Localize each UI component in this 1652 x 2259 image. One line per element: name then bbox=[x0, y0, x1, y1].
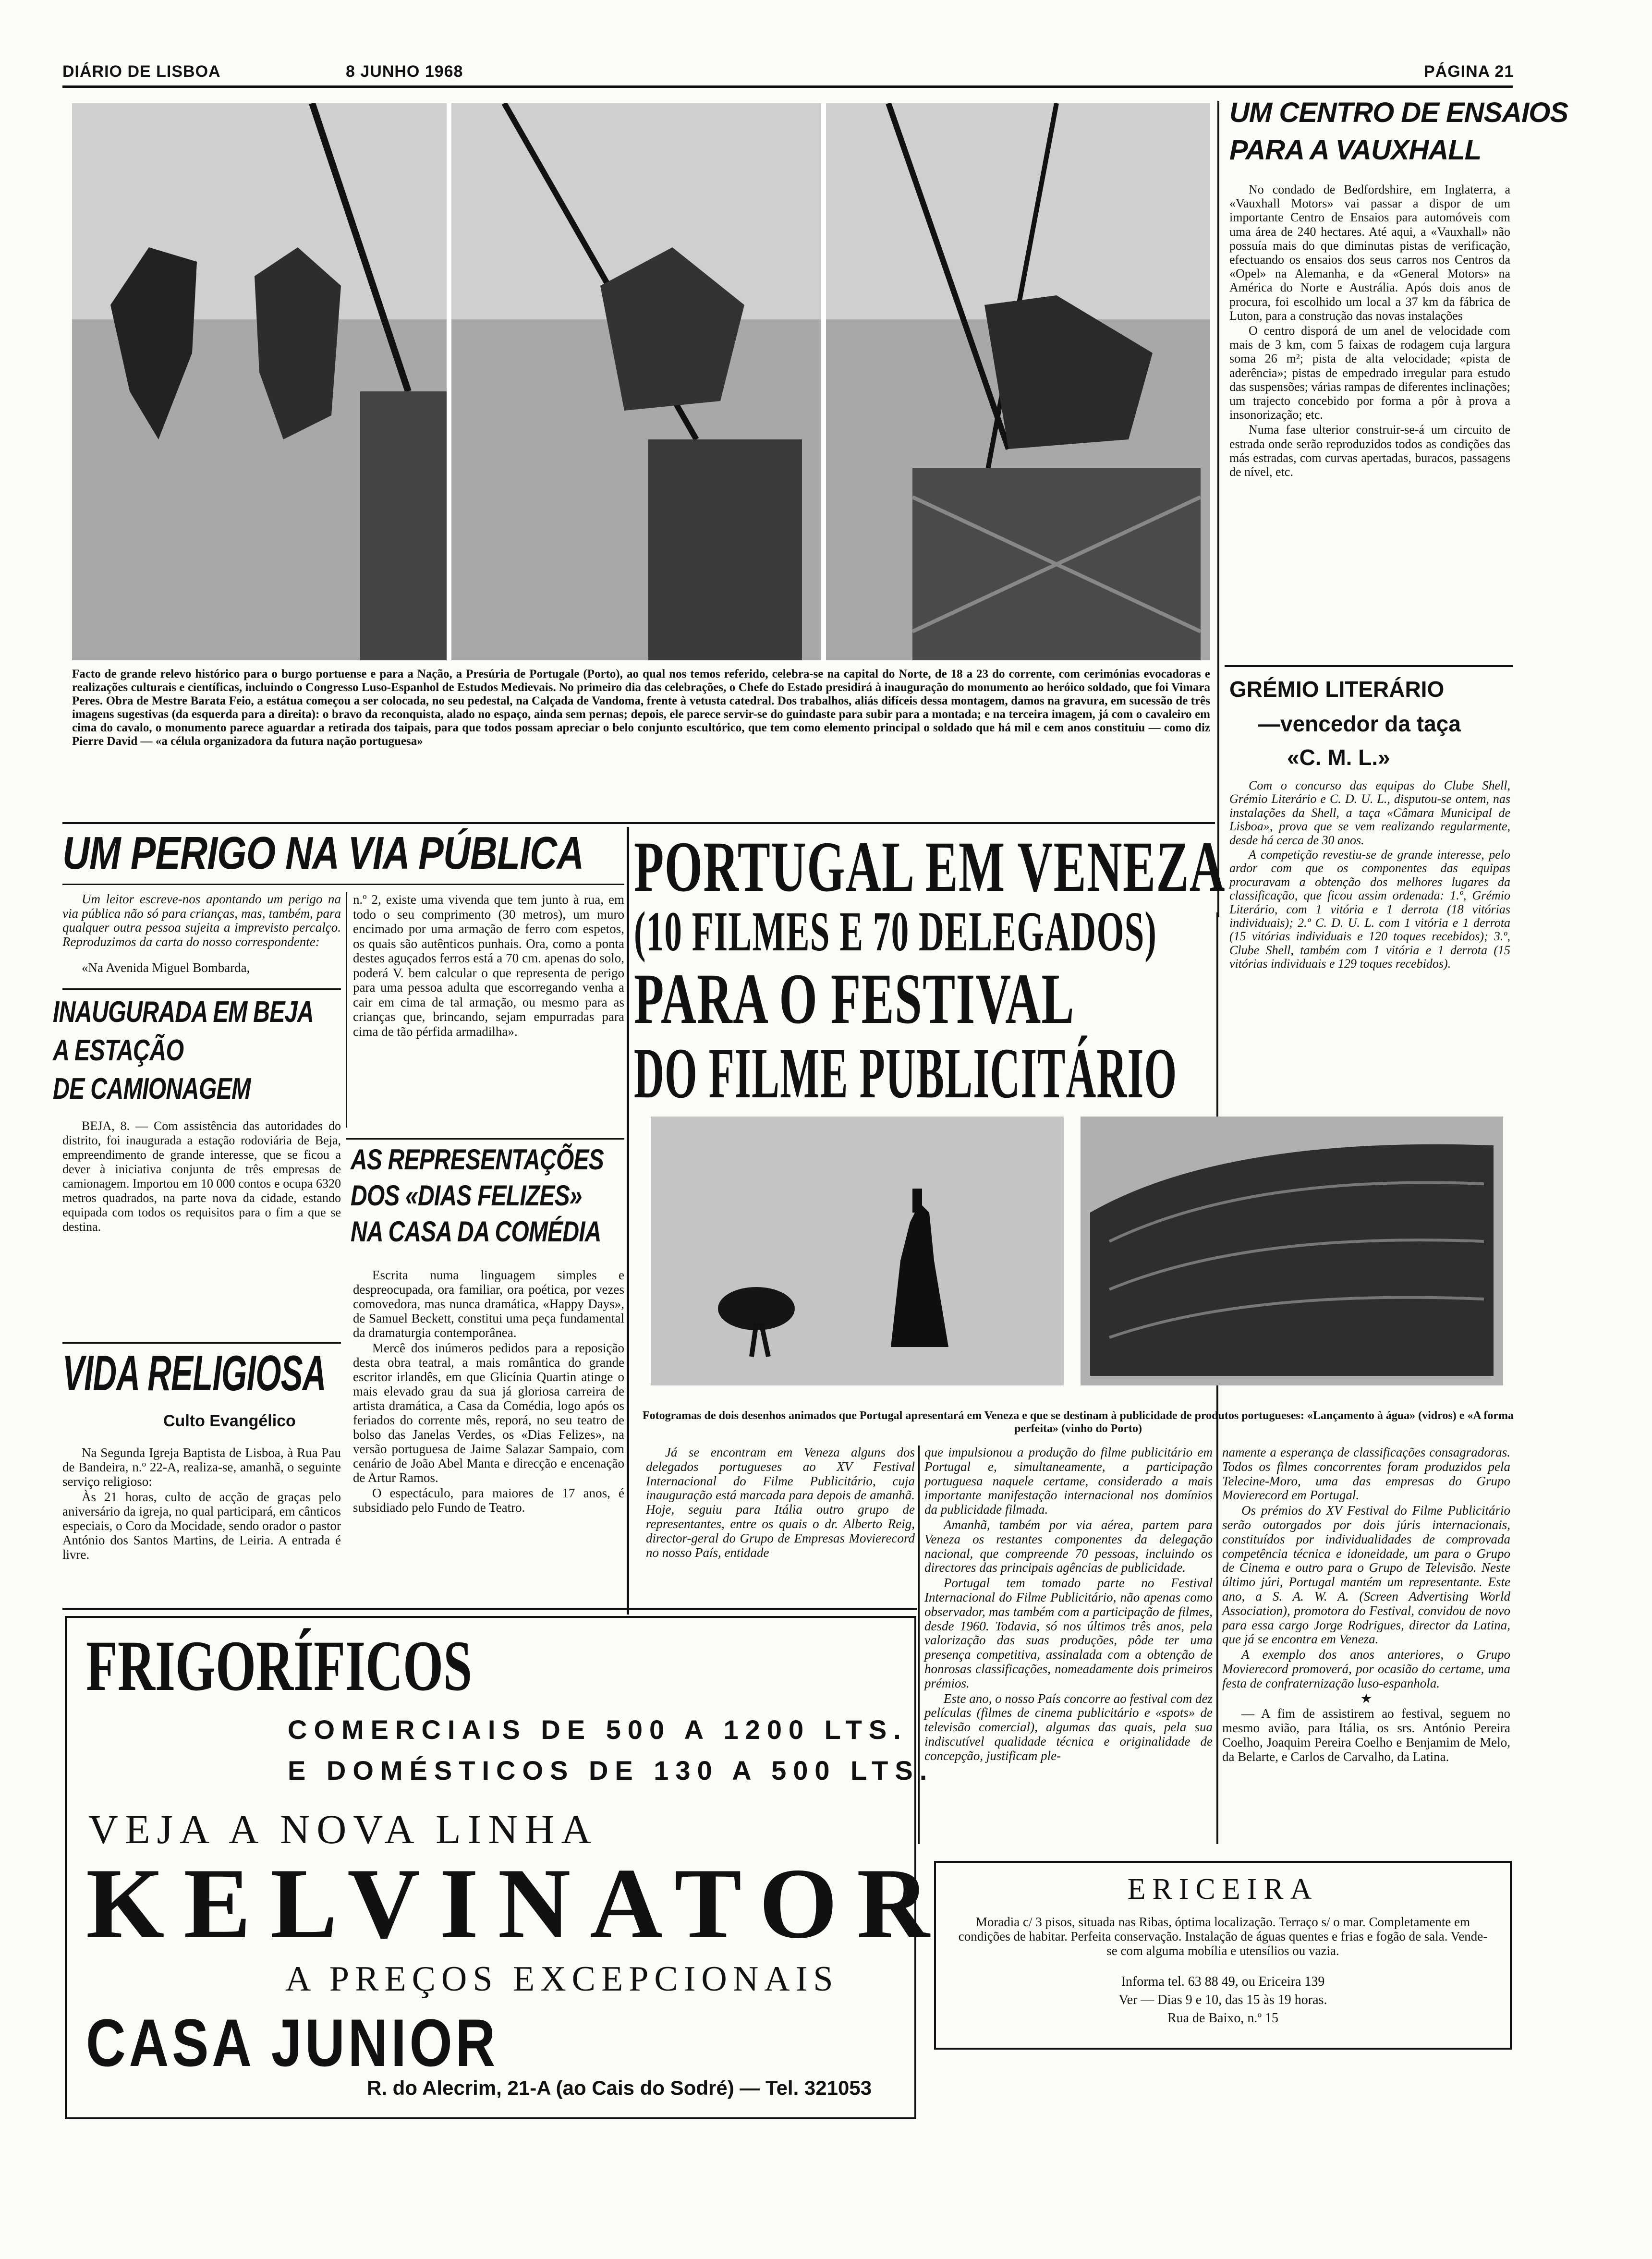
monument-installation-photo bbox=[72, 103, 1210, 660]
veneza-column-3 bbox=[1222, 1445, 1510, 1765]
religiosa-headline: VIDA RELIGIOSA bbox=[62, 1346, 326, 1401]
vauxhall-article bbox=[1229, 182, 1510, 480]
film-stills-caption: Fotogramas de dois desenhos animados que Portugal apresentará em Veneza e que se destinam à publicidade de produtos portugueses: «Lançamento à água» (vidros) e «A forma perfeita» (vinho do Porto) bbox=[642, 1409, 1514, 1435]
dias-felizes-paragraph: O espectáculo, para maiores de 17 anos, é subsidiado pelo Fundo de Teatro. bbox=[353, 1486, 624, 1515]
photo-illustration bbox=[72, 103, 1210, 660]
dias-felizes-paragraph: Escrita numa linguagem simples e despreocupada, ora familiar, ora poética, por vezes comovedora, mas nunca dramática, «Happy Days», de Samuel Beckett, constitui uma peça fundamental da dramaturgia contemporânea. bbox=[353, 1268, 624, 1340]
ericeira-title: ERICEIRA bbox=[1127, 1873, 1319, 1906]
perigo-text: n.º 2, existe uma vivenda que tem junto à rua, em todo o seu comprimento (30 metros), um muro encimado por uma armação de ferro com espetos, os quais são autênticos punhais. Ora, como a ponta destes aguçados ferros está a 70 cm. apenas do solo, poderá V. bem calcular o que representa de perigo para uma pessoa adulta que escorregando venha a cair em cima de tal armação, ou mesmo para as crianças que, brincando, sejam empurradas para cima de tão pérfida armadilha». bbox=[353, 892, 624, 1039]
veneza-column-2 bbox=[924, 1445, 1213, 1764]
section-rule bbox=[62, 884, 624, 885]
dias-felizes-title-line1: AS REPRESENTAÇÕES bbox=[351, 1143, 604, 1176]
section-rule bbox=[62, 822, 1215, 824]
veneza-paragraph: que impulsionou a produção do filme publicitário em Portugal e, simultaneamente, a participação portuguesa naquele certame, considerado a mais importante manifestação internacional nos domínios da publicidade filmada. bbox=[924, 1445, 1213, 1517]
veneza-column-1 bbox=[646, 1445, 915, 1561]
ericeira-contact: Informa tel. 63 88 49, ou Ericeira 139 bbox=[1121, 1974, 1325, 1989]
veneza-paragraph: — A fim de assistirem ao festival, seguem no mesmo avião, para Itália, os srs. António Pereira Coelho, Joaquim Pereira Coelho e Benjamim de Melo, da Belarte, e Carlos de Carvalho, da Latina. bbox=[1222, 1706, 1510, 1764]
star-separator: ★ bbox=[1360, 1691, 1373, 1706]
ad-comerciais: COMERCIAIS DE 500 A 1200 LTS. bbox=[288, 1714, 908, 1745]
vauxhall-title-line1: UM CENTRO DE ENSAIOS bbox=[1229, 97, 1568, 128]
section-rule bbox=[62, 1608, 917, 1610]
veneza-headline-line4: DO FILME PUBLICITÁRIO bbox=[634, 1033, 1178, 1113]
vauxhall-paragraph: Numa fase ulterior construir-se-á um circuito de estrada onde serão reproduzidos todos as condições das más estradas, com curvas apertadas, buracos, passagens de nível, etc. bbox=[1229, 423, 1510, 479]
gremio-paragraph: A competição revestiu-se de grande interesse, pelo ardor com que os componentes das equipas procuravam a obtenção dos melhores lugares da classificação, que ficou assim ordenada: 1.º, Grémio Literário, com 1 vitória e 1 derrota (18 vitórias individuais); 2.º C. D. U. L. com 1 vitória e 1 derrota (15 vitórias individuais e 120 toques recebidos); 3.º, Clube Shell, também com 1 vitória e 1 derrota (15 vitórias individuais e 129 toques recebidos). bbox=[1229, 848, 1510, 971]
section-rule bbox=[346, 1138, 624, 1140]
religiosa-article bbox=[62, 1445, 341, 1563]
religiosa-paragraph: Na Segunda Igreja Baptista de Lisboa, à Rua Pau de Bandeira, n.º 22-A, realiza-se, amanhã, o seguinte serviço religioso: bbox=[62, 1445, 341, 1489]
ericeira-advertisement bbox=[934, 1861, 1512, 2050]
vauxhall-title-line2: PARA A VAUXHALL bbox=[1229, 134, 1482, 166]
perigo-quote-start bbox=[62, 960, 341, 976]
veneza-headline-line2: (10 FILMES E 70 DELEGADOS) bbox=[634, 900, 1157, 963]
section-rule bbox=[62, 1342, 341, 1344]
beja-title-line3: DE CAMIONAGEM bbox=[53, 1072, 251, 1105]
gremio-title-line2: —vencedor da taça bbox=[1258, 711, 1461, 736]
ad-casa-junior: CASA JUNIOR bbox=[86, 2005, 498, 2080]
perigo-article bbox=[353, 892, 624, 1040]
film-still-illustration bbox=[1081, 1117, 1503, 1385]
veneza-paragraph: Os prémios do XV Festival do Filme Publicitário serão outorgados por dois júris internacionais, constituídos por individualidades de comprovada competência técnica e idoneidade, um para o Grupo de Cinema e outro para o Grupo de Televisão. Neste último júri, Portugal mantém um representante. Este ano, a S. A. W. A. (Screen Advertising World Association), promotora do Festival, convidou de novo para essa cargo Jorge Rodrigues, director da Latina, que já se encontra em Veneza. bbox=[1222, 1503, 1510, 1647]
vauxhall-paragraph: O centro disporá de um anel de velocidade com mais de 3 km, com 5 faixas de rodagem cuja largura soma 26 m²; pista de alta velocidade; «pista de aderência»; pistas de empedrado irregular para estudo das suspensões; várias rampas de diferentes inclinações; um trajecto concebido por forma a pôr à prova a insonorização; etc. bbox=[1229, 324, 1510, 422]
veneza-paragraph: Portugal tem tomado parte no Festival Internacional do Filme Publicitário, não apenas como observador, mas também com a participação de filmes, desde 1960. Todavia, só nos últimos três anos, pela valorização das suas produções, pôde ter uma presença competitiva, assinalada com a obtenção de honrosas classificações, nomeadamente dois primeiros prémios. bbox=[924, 1576, 1213, 1690]
dias-felizes-article bbox=[353, 1268, 624, 1516]
veneza-paragraph: A exemplo dos anos anteriores, o Grupo Movierecord promoverá, por ocasião do certame, uma festa de confraternização luso-espanhola. bbox=[1222, 1647, 1510, 1690]
ad-precos-excepcionais: A PREÇOS EXCEPCIONAIS bbox=[285, 1959, 839, 1999]
newspaper-name: DIÁRIO DE LISBOA bbox=[62, 62, 221, 81]
dias-felizes-paragraph: Mercê dos inúmeros pedidos para a reposição desta obra teatral, a mais romântica do grande escritor irlandês, em que Glicínia Quartin atinge o mais elevado grau da sua já gloriosa carreira de artista dramática, a Casa da Comédia, logo após os feriados do corrente mês, reporá, no seu teatro de bolso das Janelas Verdes, os «Dias Felizes», na versão portuguesa de Jaime Salazar Sampaio, com cenário de João Abel Manta e direcção e encenação de Artur Ramos. bbox=[353, 1341, 624, 1485]
dias-felizes-title-line3: NA CASA DA COMÉDIA bbox=[351, 1215, 601, 1248]
religiosa-subtitle: Culto Evangélico bbox=[163, 1412, 296, 1430]
film-still-illustration bbox=[651, 1117, 1064, 1385]
gremio-article bbox=[1229, 779, 1510, 972]
column-divider bbox=[346, 892, 347, 1128]
perigo-headline: UM PERIGO NA VIA PÚBLICA bbox=[62, 827, 584, 879]
perigo-intro-text: Um leitor escreve-nos apontando um perigo na via pública não só para crianças, mas, também, para qualquer outra pessoa sujeita a imprevisto percalço. Reproduzimos da carta do nosso correspondente: bbox=[62, 892, 341, 949]
veneza-paragraph: Amanhã, também por via aérea, partem para Veneza os restantes componentes da delegação nacional, que compreende 70 pessoas, incluindo os directores das principais agências de publicidade. bbox=[924, 1517, 1213, 1575]
gremio-title-line3: «C. M. L.» bbox=[1287, 745, 1390, 770]
perigo-quote-start-text: «Na Avenida Miguel Bombarda, bbox=[82, 960, 250, 975]
header-rule bbox=[62, 85, 1513, 88]
page-number: PÁGINA 21 bbox=[1424, 62, 1514, 81]
kelvinator-advertisement bbox=[65, 1616, 949, 2119]
ad-address: R. do Alecrim, 21-A (ao Cais do Sodré) — Tel. 321053 bbox=[367, 2077, 872, 2099]
issue-date: 8 JUNHO 1968 bbox=[346, 62, 463, 81]
vauxhall-paragraph: No condado de Bedfordshire, em Inglaterra, a «Vauxhall Motors» vai passar a dispor de um importante Centro de Ensaios para automóveis com uma área de 240 hectares. Até aqui, a «Vauxhall» não possuía mais do que diminutas pistas de verificação, efectuando os ensaios dos seus carros nos Centros da «Opel» na Alemanha, e da «General Motors» na América do Norte e Austrália. Após dois anos de procura, foi escolhido um local a 37 km da fábrica de Luton, para a construção das novas instalações bbox=[1229, 182, 1510, 323]
ad-frigorificos: FRIGORÍFICOS bbox=[86, 1626, 473, 1706]
ad-veja-nova-linha: VEJA A NOVA LINHA bbox=[88, 1806, 598, 1852]
perigo-intro bbox=[62, 892, 341, 950]
section-rule bbox=[62, 988, 341, 990]
ad-kelvinator: KELVINATOR bbox=[86, 1848, 949, 1959]
veneza-headline-line1: PORTUGAL EM VENEZA bbox=[634, 827, 1226, 907]
ericeira-address: Rua de Baixo, n.º 15 bbox=[1167, 2011, 1279, 2026]
column-divider bbox=[1217, 101, 1219, 917]
column-divider bbox=[627, 827, 629, 1615]
ericeira-visit-hours: Ver — Dias 9 e 10, das 15 às 19 horas. bbox=[1118, 1992, 1327, 2007]
dias-felizes-title-line2: DOS «DIAS FELIZES» bbox=[351, 1179, 582, 1212]
religiosa-paragraph: Às 21 horas, culto de acção de graças pelo aniversário da igreja, no qual participará, em cânticos especiais, o Coro da Mocidade, sendo orador o pastor António dos Santos Martins, de Leiria. A entrada é livre. bbox=[62, 1490, 341, 1562]
beja-title-line2: A ESTAÇÃO bbox=[53, 1034, 184, 1067]
film-still-lancamento bbox=[651, 1117, 1064, 1385]
film-still-forma-perfeita bbox=[1081, 1117, 1503, 1385]
gremio-title-line1: GRÉMIO LITERÁRIO bbox=[1229, 677, 1445, 702]
section-rule bbox=[1225, 665, 1513, 667]
veneza-headline-line3: PARA O FESTIVAL bbox=[634, 959, 1075, 1039]
veneza-paragraph: namente a esperança de classificações consagradoras. Todos os filmes concorrentes foram produzidos pela Telecine-Moro, uma das empresas do Grupo Movierecord em Portugal. bbox=[1222, 1445, 1510, 1503]
gremio-paragraph: Com o concurso das equipas do Clube Shell, Grémio Literário e C. D. U. L., disputou-se ontem, nas instalações da Shell, a taça «Câmara Municipal de Lisboa», prova que se vem realizando regularmente, desde há cerca de 30 anos. bbox=[1229, 778, 1510, 847]
monument-photo-caption: Facto de grande relevo histórico para o burgo portuense e para a Nação, a Presúria de Portugale (Porto), ao qual nos temos referido, celebra-se na capital do Norte, de 18 a 23 do corrente, com cerimónias evocadoras e realizações culturais e científicas, incluindo o Congresso Luso-Espanhol de Estudos Medievais. No primeiro dia das celebrações, o Chefe do Estado presidirá à inauguração do monumento ao heróico soldado, que foi Vimara Peres. Obra de Mestre Barata Feio, a estátua começou a ser colocada, no seu pedestal, na Calçada de Vandoma, frente à vetusta catedral. Dos trabalhos, aliás difíceis dessa montagem, damos na gravura, em sucessão de três imagens sugestivas (da esquerda para a direita): o bravo da reconquista, alado no espaço, ainda sem pernas; depois, ele parece servir-se do guindaste para subir para a montada; e na terceira imagem, já com o cavaleiro em cima do cavalo, o monumento parece aguardar a retirada dos taipais, para que todos possam apreciar o belo conjunto escultórico, que tem como elemento principal o soldado que há mil e cem anos constituiu — como diz Pierre David — «a célula organizadora da futura nação portuguesa» bbox=[72, 668, 1210, 748]
beja-text: BEJA, 8. — Com assistência das autoridades do distrito, foi inaugurada a estação rodoviária de Beja, empreendimento de grande interesse, que se ficou a dever à iniciativa conjunta de três empresas de camionagem. Importou em 10 000 contos e ocupa 6320 metros quadrados, na parte nova da cidade, estando equipada com todos os requisitos para o fim a que se destina. bbox=[62, 1119, 341, 1234]
veneza-paragraph: Este ano, o nosso País concorre ao festival com dez películas (filmes de cinema publicitário e «spots» de televisão comercial), algumas das quais, pela sua indiscutível qualidade técnica e originalidade de concepção, justificam ple- bbox=[924, 1691, 1213, 1763]
ad-domesticos: E DOMÉSTICOS DE 130 A 500 LTS. bbox=[288, 1755, 934, 1785]
beja-article bbox=[62, 1119, 341, 1235]
beja-title-line1: INAUGURADA EM BEJA bbox=[53, 996, 314, 1029]
ericeira-description: Moradia c/ 3 pisos, situada nas Ribas, óptima localização. Terraço s/ o mar. Completamente em condições de habitar. Perfeita conservação. Instalação de águas quentes e frias e fogão de sala. Vende-se com alguma mobília e utensílios ou vazia. bbox=[958, 1915, 1488, 1958]
veneza-paragraph: Já se encontram em Veneza alguns dos delegados portugueses ao XV Festival Internacional do Filme Publicitário, cuja inauguração está marcada para depois de amanhã. Hoje, seguiu para Itália outro grupo de representantes, entre os quais o dr. Alberto Reig, director-geral do Grupo de Empresas Movierecord no nosso País, entidade bbox=[646, 1445, 915, 1560]
